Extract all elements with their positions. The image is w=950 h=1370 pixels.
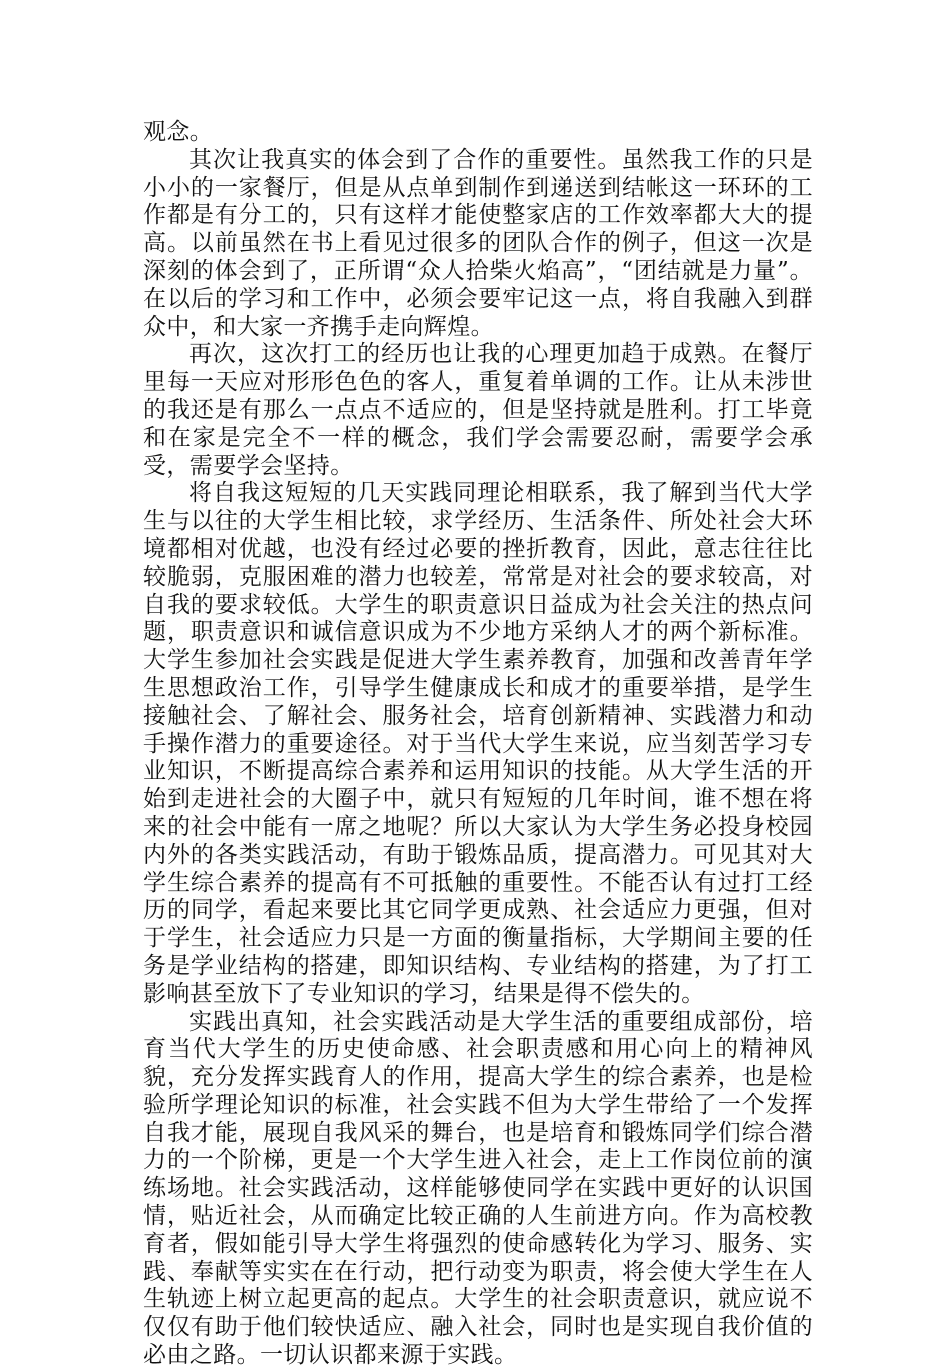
paragraph-theory-practice: 将自我这短短的几天实践同理论相联系，我了解到当代大学生与以往的大学生相比较，求学经历、生活条件、所处社会大环境都相对优越，也没有经过必要的挫折教育，因此，意志往往比较脆弱，克服困难的潜力也较差，常常是对社会的要求较高，对自我的要求较低。大学生的职责意识日益成为社会关注的热点问题，职责意识和诚信意识成为不少地方采纳人才的两个新标准。大学生参加社会实践是促进大学生素养教育，加强和改善青年学生思想政治工作，引导学生健康成长和成才的重要举措，是学生接触社会、了解社会、服务社会，培育创新精神、实践潜力和动手操作潜力的重要途径。对于当代大学生来说，应当刻苦学习专业知识，不断提高综合素养和运用知识的技能。从大学生活的开始到走进社会的大圈子中，就只有短短的几年时间，谁不想在将来的社会中能有一席之地呢？所以大家认为大学生务必投身校园内外的各类实践活动，有助于锻炼品质，提高潜力。可见其对大学生综合素养的提高有不可抵触的重要性。不能否认有过打工经历的同学，看起来要比其它同学更成熟、社会适应力更强，但对于学生，社会适应力只是一方面的衡量指标，大学期间主要的任务是学业结构的搭建，即知识结构、专业结构的搭建，为了打工影响甚至放下了专业知识的学习，结果是得不偿失的。 [143, 480, 813, 1007]
paragraph-maturity: 再次，这次打工的经历也让我的心理更加趋于成熟。在餐厅里每一天应对形形色色的客人，重复着单调的工作。让从未涉世的我还是有那么一点点不适应的，但是坚持就是胜利。打工毕竟和在家是完全不一样的概念，我们学会需要忍耐，需要学会承受，需要学会坚持。 [143, 341, 813, 479]
document-body [143, 119, 813, 1370]
paragraph-continuation: 观念。 [143, 119, 214, 145]
paragraph-conclusion: 实践出真知，社会实践活动是大学生活的重要组成部份，培育当代大学生的历史使命感、社会职责感和用心向上的精神风貌，充分发挥实践育人的作用，提高大学生的综合素养，也是检验所学理论知识的标准，社会实践不但为大学生带给了一个发挥自我才能，展现自我风采的舞台，也是培育和锻炼同学们综合潜力的一个阶梯，更是一个大学生进入社会，走上工作岗位前的演练场地。社会实践活动，这样能够使同学在实践中更好的认识国情，贴近社会，从而确定比较正确的人生前进方向。作为高校教育者，假如能引导大学生将强烈的使命感转化为学习、服务、实践、奉献等实实在在行动，把行动变为职责，将会使大学生在人生轨迹上树立起更高的起点。大学生的社会职责意识，就应说不仅仅有助于他们较快适应、融入社会，同时也是实现自我价值的必由之路。一切认识都来源于实践。 [143, 1008, 813, 1369]
paragraph-cooperation: 其次让我真实的体会到了合作的重要性。虽然我工作的只是小小的一家餐厅，但是从点单到制作到递送到结帐这一环环的工作都是有分工的，只有这样才能使整家店的工作效率都大大的提高。以前虽然在书上看见过很多的团队合作的例子，但这一次是深刻的体会到了，正所谓“众人拾柴火焰高”，“团结就是力量”。在以后的学习和工作中，必须会要牢记这一点，将自我融入到群众中，和大家一齐携手走向辉煌。 [143, 146, 813, 340]
